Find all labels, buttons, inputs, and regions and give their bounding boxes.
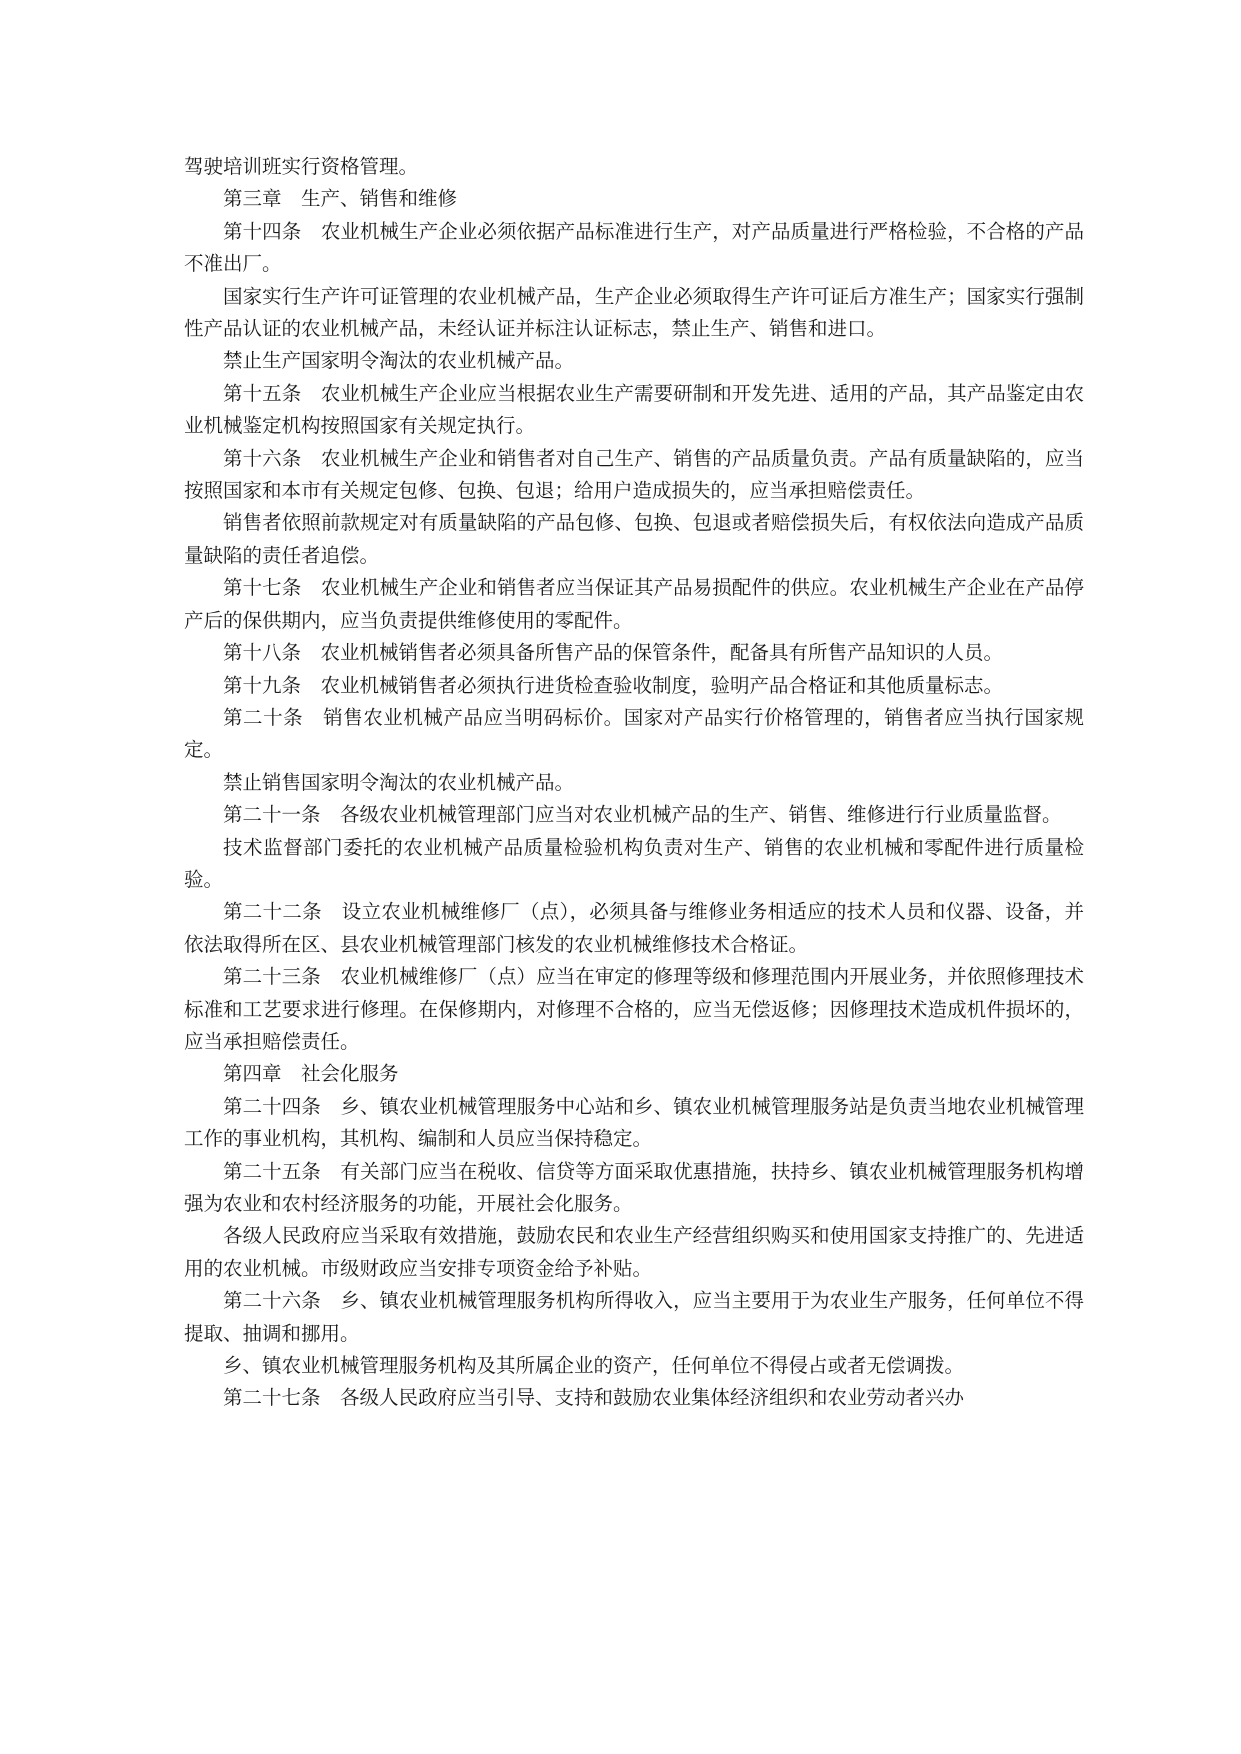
paragraph: 第十八条 农业机械销售者必须具备所售产品的保管条件，配备具有所售产品知识的人员。 bbox=[223, 641, 1004, 665]
paragraph: 销售者依照前款规定对有质量缺陷的产品包修、包换、包退或者赔偿损失后，有权依法向造成产品质量缺陷的责任者追偿。 bbox=[184, 511, 1084, 567]
paragraph: 第二十条 销售农业机械产品应当明码标价。国家对产品实行价格管理的，销售者应当执行国家规定。 bbox=[184, 705, 1084, 762]
paragraph: 国家实行生产许可证管理的农业机械产品，生产企业必须取得生产许可证后方准生产；国家实行强制性产品认证的农业机械产品，未经认证并标注认证标志，禁止生产、销售和进口。 bbox=[184, 284, 1084, 341]
paragraph: 第十五条 农业机械生产企业应当根据农业生产需要研制和开发先进、适用的产品，其产品鉴定由农业机械鉴定机构按照国家有关规定执行。 bbox=[184, 381, 1084, 438]
paragraph: 乡、镇农业机械管理服务机构及其所属企业的资产，任何单位不得侵占或者无偿调拨。 bbox=[223, 1354, 965, 1378]
paragraph: 第十四条 农业机械生产企业必须依据产品标准进行生产，对产品质量进行严格检验，不合格的产品不准出厂。 bbox=[184, 219, 1084, 276]
paragraph: 第二十一条 各级农业机械管理部门应当对农业机械产品的生产、销售、维修进行行业质量监督。 bbox=[223, 803, 1062, 827]
paragraph: 第三章 生产、销售和维修 bbox=[223, 187, 458, 211]
paragraph: 第十六条 农业机械生产企业和销售者对自己生产、销售的产品质量负责。产品有质量缺陷的，应当按照国家和本市有关规定包修、包换、包退；给用户造成损失的，应当承担赔偿责任。 bbox=[184, 446, 1084, 503]
paragraph: 禁止销售国家明令淘汰的农业机械产品。 bbox=[223, 770, 575, 794]
paragraph: 第二十七条 各级人民政府应当引导、支持和鼓励农业集体经济组织和农业劳动者兴办 bbox=[223, 1386, 965, 1410]
paragraph: 各级人民政府应当采取有效措施，鼓励农民和农业生产经营组织购买和使用国家支持推广的、先进适用的农业机械。市级财政应当安排专项资金给予补贴。 bbox=[184, 1224, 1084, 1280]
paragraph: 禁止生产国家明令淘汰的农业机械产品。 bbox=[223, 349, 575, 373]
paragraph: 驾驶培训班实行资格管理。 bbox=[184, 155, 419, 178]
paragraph: 技术监督部门委托的农业机械产品质量检验机构负责对生产、销售的农业机械和零配件进行质量检验。 bbox=[184, 835, 1084, 891]
paragraph: 第十七条 农业机械生产企业和销售者应当保证其产品易损配件的供应。农业机械生产企业在产品停产后的保供期内，应当负责提供维修使用的零配件。 bbox=[184, 576, 1084, 632]
paragraph: 第二十四条 乡、镇农业机械管理服务中心站和乡、镇农业机械管理服务站是负责当地农业机械管理工作的事业机构，其机构、编制和人员应当保持稳定。 bbox=[184, 1094, 1084, 1151]
paragraph: 第十九条 农业机械销售者必须执行进货检查验收制度，验明产品合格证和其他质量标志。 bbox=[223, 673, 1004, 697]
paragraph: 第二十三条 农业机械维修厂（点）应当在审定的修理等级和修理范围内开展业务，并依照修理技术标准和工艺要求进行修理。在保修期内，对修理不合格的，应当无偿返修；因修理技术造成机件损坏的，应当承担赔偿责任。 bbox=[184, 965, 1084, 1053]
paragraph: 第四章 社会化服务 bbox=[223, 1062, 399, 1086]
paragraph: 第二十六条 乡、镇农业机械管理服务机构所得收入，应当主要用于为农业生产服务，任何单位不得提取、抽调和挪用。 bbox=[184, 1289, 1084, 1345]
paragraph: 第二十五条 有关部门应当在税收、信贷等方面采取优惠措施，扶持乡、镇农业机械管理服务机构增强为农业和农村经济服务的功能，开展社会化服务。 bbox=[184, 1159, 1084, 1215]
document-body bbox=[184, 151, 1084, 1415]
paragraph: 第二十二条 设立农业机械维修厂（点），必须具备与维修业务相适应的技术人员和仪器、设备，并依法取得所在区、县农业机械管理部门核发的农业机械维修技术合格证。 bbox=[184, 900, 1084, 956]
